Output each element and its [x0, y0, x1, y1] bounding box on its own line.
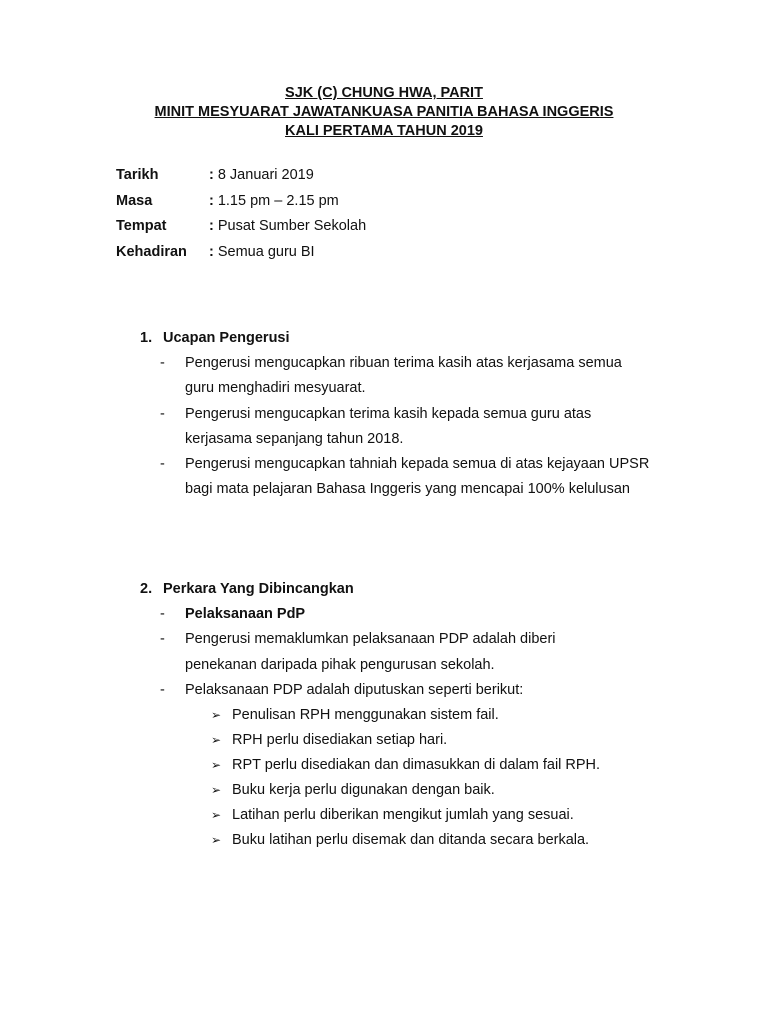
section-number: 2.	[140, 581, 153, 597]
meta-label: Tarikh	[116, 167, 159, 183]
meta-colon: :	[209, 192, 214, 209]
list-item-text: Pengerusi mengucapkan terima kasih kepada semua guru atas kerjasama sepanjang tahun 2018.	[185, 405, 592, 447]
decision-text: Buku latihan perlu disemak dan ditanda secara berkala.	[232, 832, 590, 849]
decision-text: Latihan perlu diberikan mengikut jumlah yang sesuai.	[232, 807, 574, 824]
dash-bullet: -	[160, 456, 165, 473]
list-item	[140, 627, 605, 678]
decision-list	[140, 703, 660, 853]
list-item-text: Pengerusi mengucapkan tahniah kepada semua di atas kejayaan UPSR bagi mata pelajaran Bahasa Inggeris yang mencapai 100% kelulusan	[185, 456, 650, 498]
meta-colon: :	[209, 167, 214, 183]
decision-item	[210, 728, 660, 753]
section-title: Perkara Yang Dibincangkan	[163, 581, 354, 597]
meeting-edition: KALI PERTAMA TAHUN 2019	[285, 123, 483, 139]
meta-row-time	[116, 189, 366, 215]
decision-item	[210, 828, 660, 853]
decision-text: RPT perlu disediakan dan dimasukkan di dalam fail RPH.	[232, 757, 601, 774]
meta-value: 1.15 pm – 2.15 pm	[217, 192, 339, 209]
decision-item	[210, 703, 660, 728]
dash-bullet: -	[160, 405, 165, 422]
meta-colon: :	[209, 243, 214, 260]
meta-row-attendance	[116, 240, 366, 266]
decision-text: Buku kerja perlu digunakan dengan baik.	[232, 782, 495, 799]
section-heading	[140, 577, 660, 602]
decision-item	[210, 803, 660, 828]
meta-label: Kehadiran	[116, 243, 187, 260]
arrow-bullet-icon: ➢	[211, 783, 222, 798]
dash-bullet: -	[160, 631, 165, 648]
document-title	[0, 84, 768, 141]
list-item	[140, 351, 625, 402]
list-item	[140, 678, 660, 703]
decision-item	[210, 778, 660, 803]
arrow-bullet-icon: ➢	[211, 708, 222, 723]
list-item	[140, 402, 625, 453]
list-item-text: Pengerusi memaklumkan pelaksanaan PDP adalah diberi penekanan daripada pihak pengurusan sekolah.	[185, 631, 556, 673]
meta-label: Masa	[116, 192, 153, 209]
decision-text: Penulisan RPH menggunakan sistem fail.	[232, 707, 499, 724]
meta-value: 8 Januari 2019	[217, 167, 314, 183]
meta-value: Semua guru BI	[217, 243, 315, 260]
meta-row-place	[116, 214, 366, 240]
arrow-bullet-icon: ➢	[211, 758, 222, 773]
section-discussion	[140, 577, 660, 853]
dash-bullet: -	[160, 355, 165, 371]
section-heading	[140, 326, 660, 351]
minutes-title: MINIT MESYUARAT JAWATANKUASA PANITIA BAHASA INGGERIS	[154, 104, 614, 120]
subheading-text: Pelaksanaan PdP	[185, 606, 306, 622]
meeting-details	[116, 163, 366, 265]
list-item	[140, 452, 660, 503]
section-number: 1.	[140, 330, 153, 346]
section-chairman-speech	[140, 326, 660, 503]
list-item-text: Pengerusi mengucapkan ribuan terima kasih atas kerjasama semua guru menghadiri mesyuarat.	[185, 355, 622, 397]
meta-label: Tempat	[116, 218, 167, 234]
arrow-bullet-icon: ➢	[211, 733, 222, 748]
arrow-bullet-icon: ➢	[211, 808, 222, 823]
dash-bullet: -	[160, 606, 165, 622]
school-name: SJK (C) CHUNG HWA, PARIT	[285, 85, 483, 101]
arrow-bullet-icon: ➢	[211, 833, 222, 848]
meta-value: Pusat Sumber Sekolah	[217, 218, 367, 234]
meta-row-date	[116, 163, 366, 189]
decision-item	[210, 753, 660, 778]
list-item-text: Pelaksanaan PDP adalah diputuskan seperti berikut:	[185, 681, 524, 698]
decision-text: RPH perlu disediakan setiap hari.	[232, 732, 448, 749]
section-title: Ucapan Pengerusi	[163, 330, 290, 346]
dash-bullet: -	[160, 681, 165, 698]
subheading-item	[140, 602, 660, 627]
meta-colon: :	[209, 218, 214, 234]
